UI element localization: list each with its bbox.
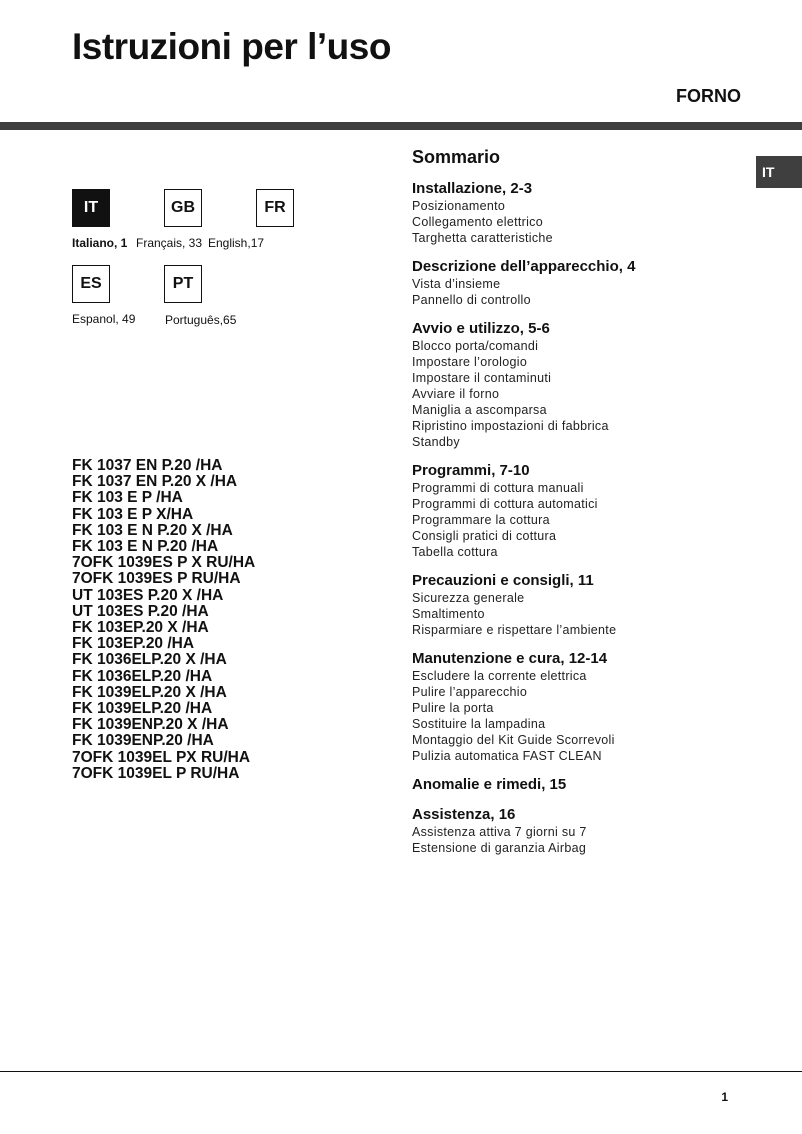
toc-section-assistenza [412,806,742,856]
footer-divider [0,1071,802,1072]
language-side-tab: IT [756,156,802,188]
toc-item[interactable]: Estensione di garanzia Airbag [412,841,587,855]
toc-item[interactable]: Programmare la cottura [412,513,550,527]
toc-item[interactable]: Montaggio del Kit Guide Scorrevoli [412,733,615,747]
language-box-es[interactable]: ES [72,265,110,303]
toc-heading[interactable]: Precauzioni e consigli, 11 [412,572,594,589]
language-box-it[interactable]: IT [72,189,110,227]
toc-item[interactable]: Impostare l’orologio [412,355,528,369]
toc-section-installazione [412,180,742,246]
model-list [72,458,255,782]
model-item: FK 103 E N P.20 /HA [72,538,219,556]
model-item: UT 103ES P.20 X /HA [72,586,224,604]
toc-item[interactable]: Programmi di cottura automatici [412,497,598,511]
model-item: UT 103ES P.20 /HA [72,602,209,620]
model-item: 7OFK 1039ES P X RU/HA [72,554,256,572]
model-item: FK 1039ENP.20 X /HA [72,716,229,734]
toc-section-precauzioni [412,572,742,638]
toc-heading[interactable]: Programmi, 7-10 [412,462,530,479]
toc-heading[interactable]: Assistenza, 16 [412,806,516,823]
language-box-pt[interactable]: PT [164,265,202,303]
toc-item[interactable]: Posizionamento [412,199,506,213]
model-item: FK 103 E P /HA [72,489,183,507]
toc-heading[interactable]: Avvio e utilizzo, 5-6 [412,320,550,337]
toc-item[interactable]: Escludere la corrente elettrica [412,669,587,683]
toc-item[interactable]: Avviare il forno [412,387,500,401]
language-box-gb[interactable]: GB [164,189,202,227]
toc-section-programmi [412,462,742,560]
toc-item[interactable]: Sicurezza generale [412,591,525,605]
toc-heading[interactable]: Manutenzione e cura, 12-14 [412,650,608,667]
model-item: FK 1039ELP.20 /HA [72,700,213,718]
toc-item[interactable]: Sostituire la lampadina [412,717,546,731]
toc-item[interactable]: Programmi di cottura manuali [412,481,584,495]
model-item: 7OFK 1039EL PX RU/HA [72,748,251,766]
language-caption-gb[interactable]: Français, 33 [136,236,203,250]
toc-item[interactable]: Maniglia a ascomparsa [412,403,547,417]
toc-item[interactable]: Smaltimento [412,607,485,621]
language-caption-fr[interactable]: English,17 [208,236,265,250]
toc-section-anomalie [412,776,742,794]
model-item: FK 1037 EN P.20 /HA [72,457,223,474]
language-caption-it[interactable]: Italiano, 1 [72,236,128,250]
toc-item[interactable]: Pulire l’apparecchio [412,685,528,699]
model-item: FK 1039ENP.20 /HA [72,732,214,750]
toc-item[interactable]: Risparmiare e rispettare l’ambiente [412,623,617,637]
page-title: Istruzioni per l’uso [72,26,391,67]
model-item: FK 1036ELP.20 /HA [72,667,213,685]
toc-item[interactable]: Impostare il contaminuti [412,371,552,385]
language-caption-pt[interactable]: Português,65 [165,313,237,327]
toc-section-descrizione [412,258,742,308]
toc-item[interactable]: Collegamento elettrico [412,215,543,229]
toc-item[interactable]: Targhetta caratteristiche [412,231,553,245]
toc-item[interactable]: Consigli pratici di cottura [412,529,557,543]
model-item: 7OFK 1039ES P RU/HA [72,570,241,588]
toc-item[interactable]: Pulizia automatica FAST CLEAN [412,749,602,763]
toc-item[interactable]: Pannello di controllo [412,293,531,307]
toc-heading[interactable]: Anomalie e rimedi, 15 [412,776,567,793]
toc-item[interactable]: Pulire la porta [412,701,494,715]
header-divider [0,122,802,130]
model-item: FK 103EP.20 X /HA [72,619,209,637]
model-item: FK 1039ELP.20 X /HA [72,683,227,701]
toc-section-manutenzione [412,650,742,764]
toc-heading[interactable]: Descrizione dell’apparecchio, 4 [412,258,636,275]
toc-heading[interactable]: Installazione, 2-3 [412,180,533,197]
table-of-contents [412,146,742,868]
toc-item[interactable]: Standby [412,435,460,449]
toc-item[interactable]: Tabella cottura [412,545,498,559]
model-item: FK 1037 EN P.20 X /HA [72,473,238,491]
toc-item[interactable]: Blocco porta/comandi [412,339,539,353]
toc-section-avvio [412,320,742,450]
toc-item[interactable]: Vista d’insieme [412,277,501,291]
toc-item[interactable]: Ripristino impostazioni di fabbrica [412,419,609,433]
model-item: FK 103 E N P.20 X /HA [72,521,233,539]
product-label: FORNO [676,86,741,106]
language-box-fr[interactable]: FR [256,189,294,227]
model-item: FK 103 E P X/HA [72,505,194,523]
model-item: FK 103EP.20 /HA [72,635,195,653]
model-item: FK 1036ELP.20 X /HA [72,651,227,669]
toc-title: Sommario [412,147,501,167]
language-caption-es[interactable]: Espanol, 49 [72,312,136,326]
page-number: 1 [721,1090,728,1104]
toc-item[interactable]: Assistenza attiva 7 giorni su 7 [412,825,587,839]
model-item: 7OFK 1039EL P RU/HA [72,764,240,782]
